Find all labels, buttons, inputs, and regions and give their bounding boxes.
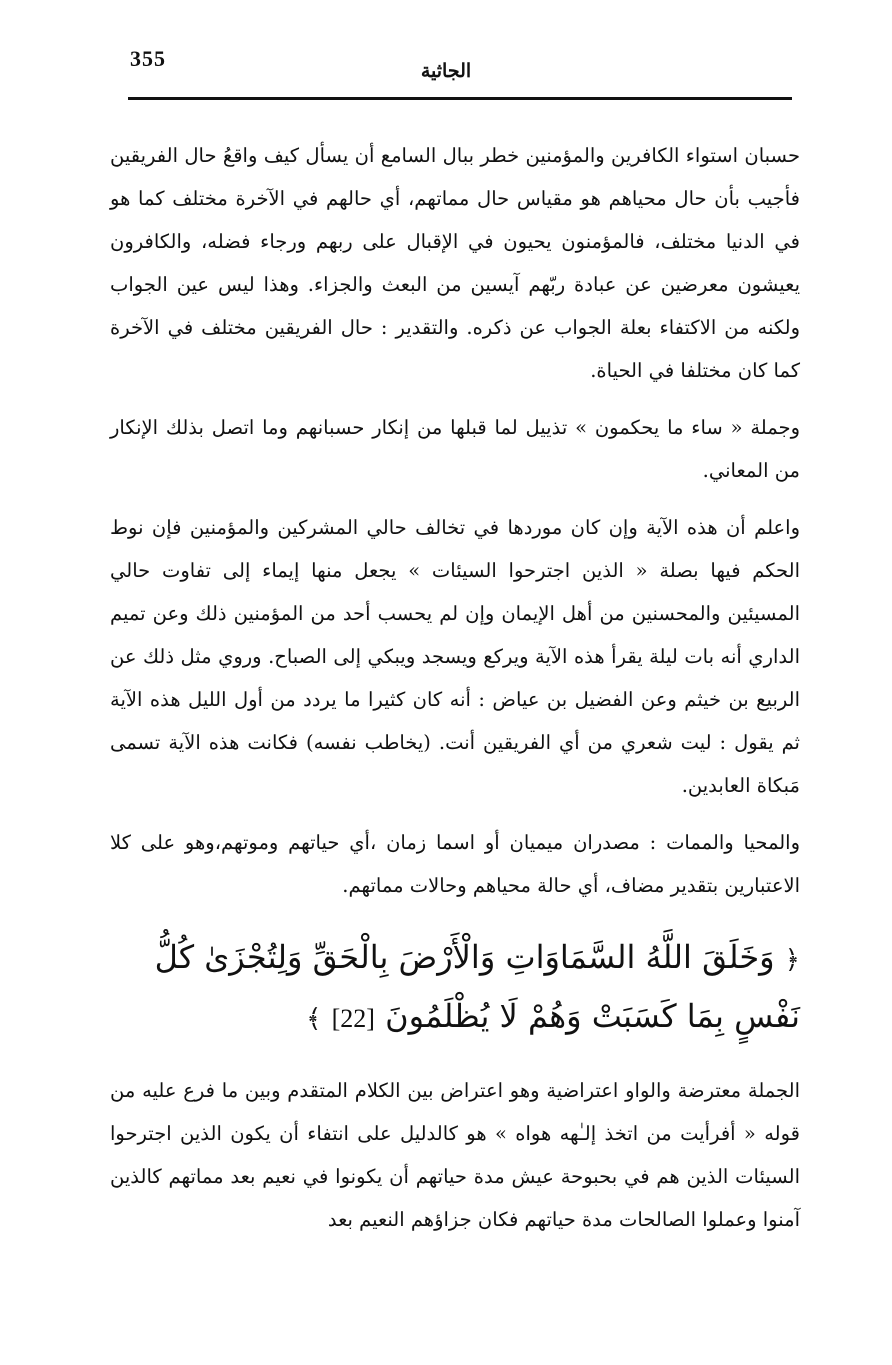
commentary-paragraph: الجملة معترضة والواو اعتراضية وهو اعتراض بين الكلام المتقدم وبين ما فرع عليه من قوله « أفرأيت من اتخذ إلـٰهه هواه » هو كالدليل على انتفاء أن يكون الذين اجترحوا السيئات الذين هم في بحبوحة عيش مدة حياتهم أن يكونوا في نعيم بعد مماتهم كالذين آمنوا وعملوا الصالحات مدة حياتهم فكان جزاؤهم النعيم بعد [110,1079,800,1231]
quran-verse [110,929,800,1047]
verse-number: [22] [331,1004,375,1033]
paragraph: حسبان استواء الكافرين والمؤمنين خطر ببال السامع أن يسأل كيف واقعُ حال الفريقين فأجيب بأن حال محياهم هو مقياس حال مماتهم، أي حالهم في الآخرة مختلف كما هو في الدنيا مختلف، فالمؤمنون يحيون في الإقبال على ربهم ورجاء فضله، والكافرون يعيشون معرضين عن عبادة ربّهم آيسين من البعث والجزاء. وهذا ليس عين الجواب ولكنه من الاكتفاء بعلة الجواب عن ذكره. والتقدير : حال الفريقين مختلف في الآخرة كما كان مختلفا في الحياة. [110,144,800,382]
body-text [110,134,800,1241]
verse-open-ornament: ﴿ [784,945,800,975]
header-rule [128,97,792,100]
page-number: 355 [130,46,166,71]
verse-text: وَخَلَقَ اللَّهُ السَّمَاوَاتِ وَالْأَرْضَ بِالْحَقِّ وَلِتُجْزَىٰ كُلُّ نَفْسٍ بِمَا كَسَبَتْ وَهُمْ لَا يُظْلَمُونَ [154,938,800,1035]
verse-close-ornament: ﴾ [306,1004,322,1034]
paragraph: واعلم أن هذه الآية وإن كان موردها في تخالف حالي المشركين والمؤمنين فإن نوط الحكم فيها بصلة « الذين اجترحوا السيئات » يجعل منها إيماء إلى تفاوت حالي المسيئين والمحسنين من أهل الإيمان وإن لم يحسب أحد من المؤمنين ذلك وعن تميم الداري أنه بات ليلة يقرأ هذه الآية ويركع ويسجد ويبكي إلى الصباح. وروي مثل ذلك عن الربيع بن خيثم وعن الفضيل بن عياض : أنه كان كثيرا ما يردد من أول الليل هذه الآية ثم يقول : ليت شعري من أي الفريقين أنت. (يخاطب نفسه) فكانت هذه الآية تسمى مَبكاة العابدين. [110,516,800,797]
paragraph: والمحيا والممات : مصدران ميميان أو اسما زمان ،أي حياتهم وموتهم،وهو على كلا الاعتبارين بتقدير مضاف، أي حالة محياهم وحالات مماتهم. [110,831,800,897]
paragraph: وجملة « ساء ما يحكمون » تذييل لما قبلها من إنكار حسبانهم وما اتصل بذلك الإنكار من المعاني. [110,416,800,482]
running-head: الجاثية [420,60,472,82]
